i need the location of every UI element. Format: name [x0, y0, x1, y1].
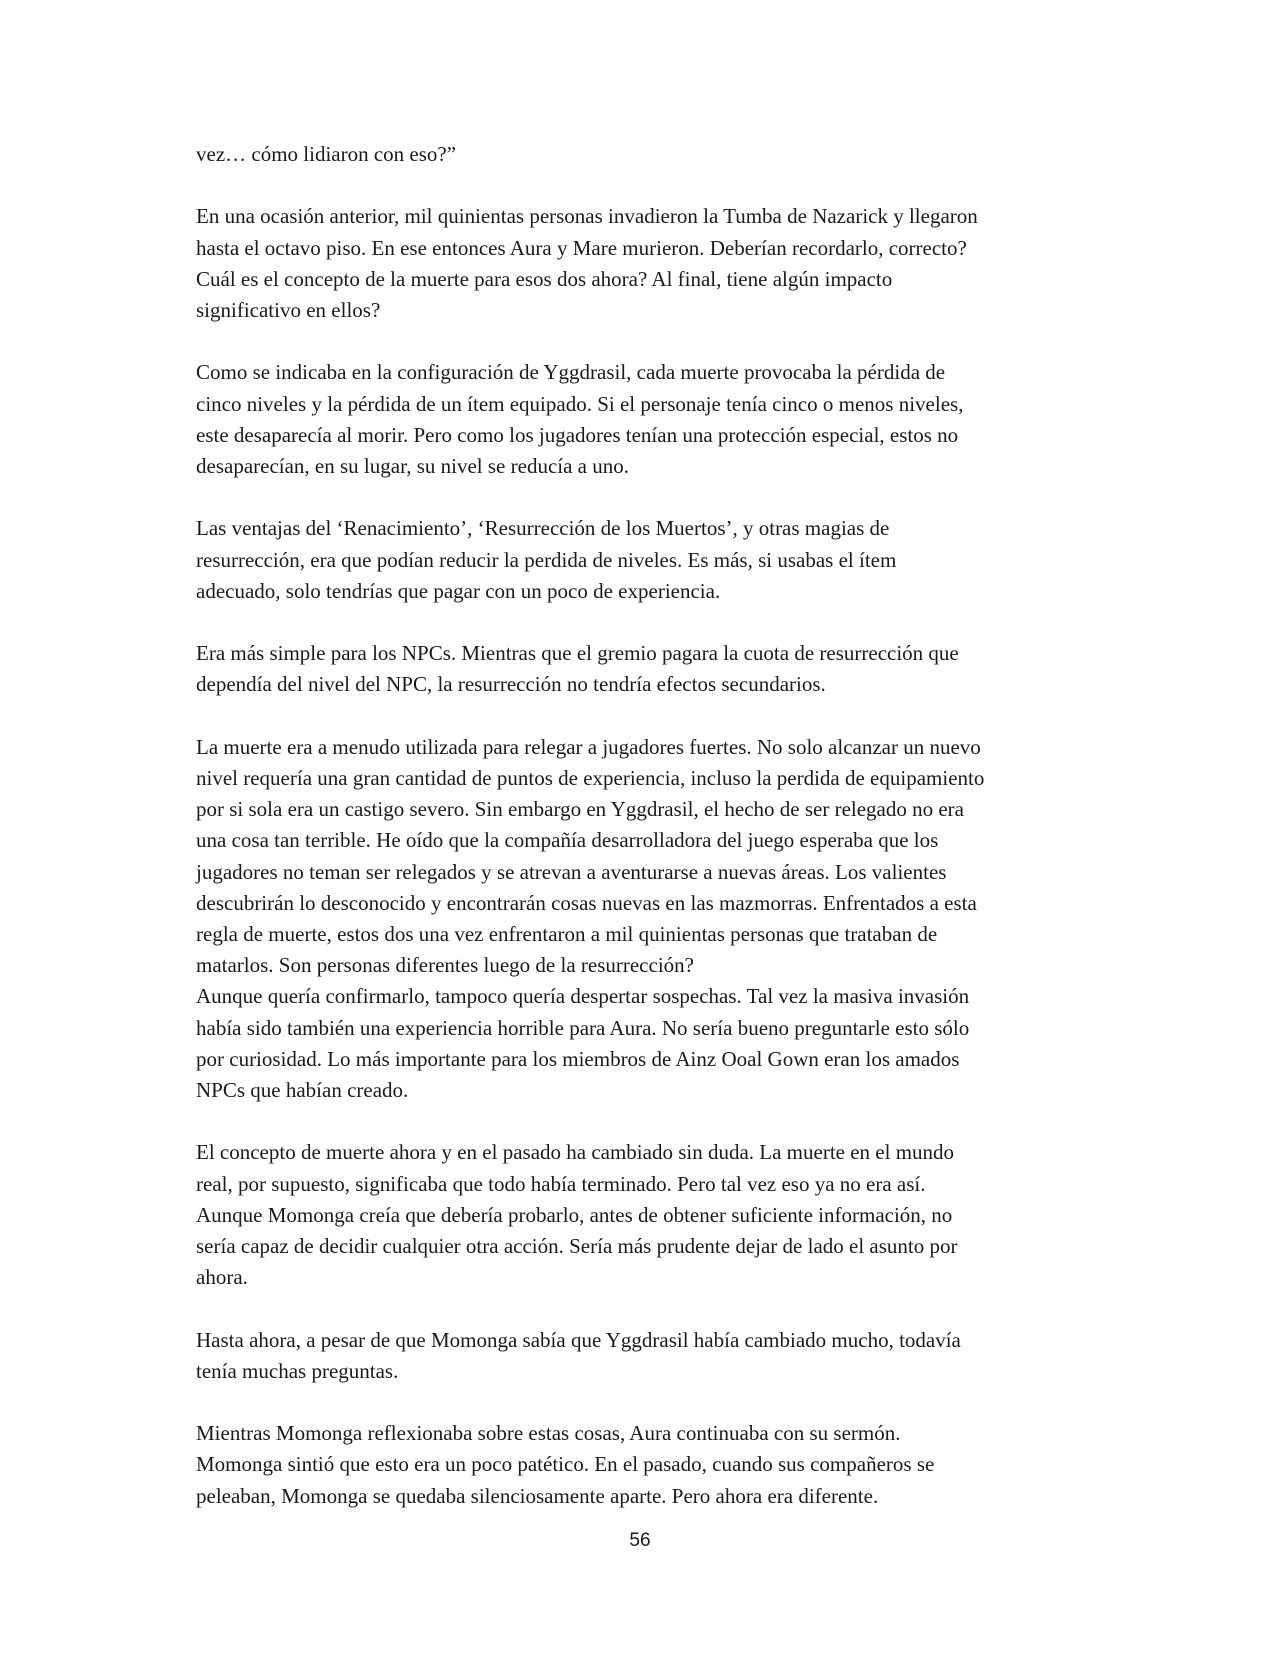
paragraph-5: Era más simple para los NPCs. Mientras que el gremio pagara la cuota de resurrección que dependía del nivel del NPC, la resurrección no tendría efectos secundarios. — [196, 641, 959, 697]
paragraph-2: En una ocasión anterior, mil quinientas personas invadieron la Tumba de Nazarick y llegaron hasta el octavo piso. En ese entonces Aura y Mare murieron. Deberían recordarlo, correcto? Cuál es el concepto de la muerte para esos dos ahora? Al final, tiene algún impacto significativo en ellos? — [196, 204, 978, 322]
paragraph-10: Mientras Momonga reflexionaba sobre estas cosas, Aura continuaba con su sermón. Momonga sintió que esto era un poco patético. En el pasado, cuando sus compañeros se peleaban, Momonga se quedaba silenciosamente aparte. Pero ahora era diferente. — [196, 1421, 935, 1508]
paragraph-4: Las ventajas del ‘Renacimiento’, ‘Resurrección de los Muertos’, y otras magias de resurrección, era que podían reducir la perdida de niveles. Es más, si usabas el ítem adecuado, solo tendrías que pagar con un poco de experiencia. — [196, 516, 897, 603]
paragraph-3: Como se indicaba en la configuración de Yggdrasil, cada muerte provocaba la pérdida de cinco niveles y la pérdida de un ítem equipado. Si el personaje tenía cinco o menos niveles, este desaparecía al morir. Pero como los jugadores tenían una protección especial, estos no desaparecían, en su lugar, su nivel se reducía a uno. — [196, 360, 964, 478]
page-number: 56 — [629, 1530, 651, 1551]
body-text — [196, 139, 1096, 1543]
paragraph-8: El concepto de muerte ahora y en el pasado ha cambiado sin duda. La muerte en el mundo real, por supuesto, significaba que todo había terminado. Pero tal vez eso ya no era así. Aunque Momonga creía que debería probarlo, antes de obtener suficiente información, no sería capaz de decidir cualquier otra acción. Sería más prudente dejar de lado el asunto por ahora. — [196, 1140, 958, 1290]
paragraph-6: La muerte era a menudo utilizada para relegar a jugadores fuertes. No solo alcanzar un nuevo nivel requería una gran cantidad de puntos de experiencia, incluso la perdida de equipamiento por si sola era un castigo severo. Sin embargo en Yggdrasil, el hecho de ser relegado no era una cosa tan terrible. He oído que la compañía desarrolladora del juego esperaba que los jugadores no teman ser relegados y se atrevan a aventurarse a nuevas áreas. Los valientes descubrirán lo desconocido y encontrarán cosas nuevas en las mazmorras. Enfrentados a esta regla de muerte, estos dos una vez enfrentaron a mil quinientas personas que trataban de matarlos. Son personas diferentes luego de la resurrección? — [196, 734, 985, 978]
paragraph-7: Aunque quería confirmarlo, tampoco quería despertar sospechas. Tal vez la masiva invasión había sido también una experiencia horrible para Aura. No sería bueno preguntarle esto sólo por curiosidad. Lo más importante para los miembros de Ainz Ooal Gown eran los amados NPCs que habían creado. — [196, 984, 970, 1103]
paragraph-1: vez… cómo lidiaron con eso?” — [196, 142, 457, 166]
paragraph-9: Hasta ahora, a pesar de que Momonga sabía que Yggdrasil había cambiado mucho, todavía tenía muchas preguntas. — [196, 1327, 961, 1383]
